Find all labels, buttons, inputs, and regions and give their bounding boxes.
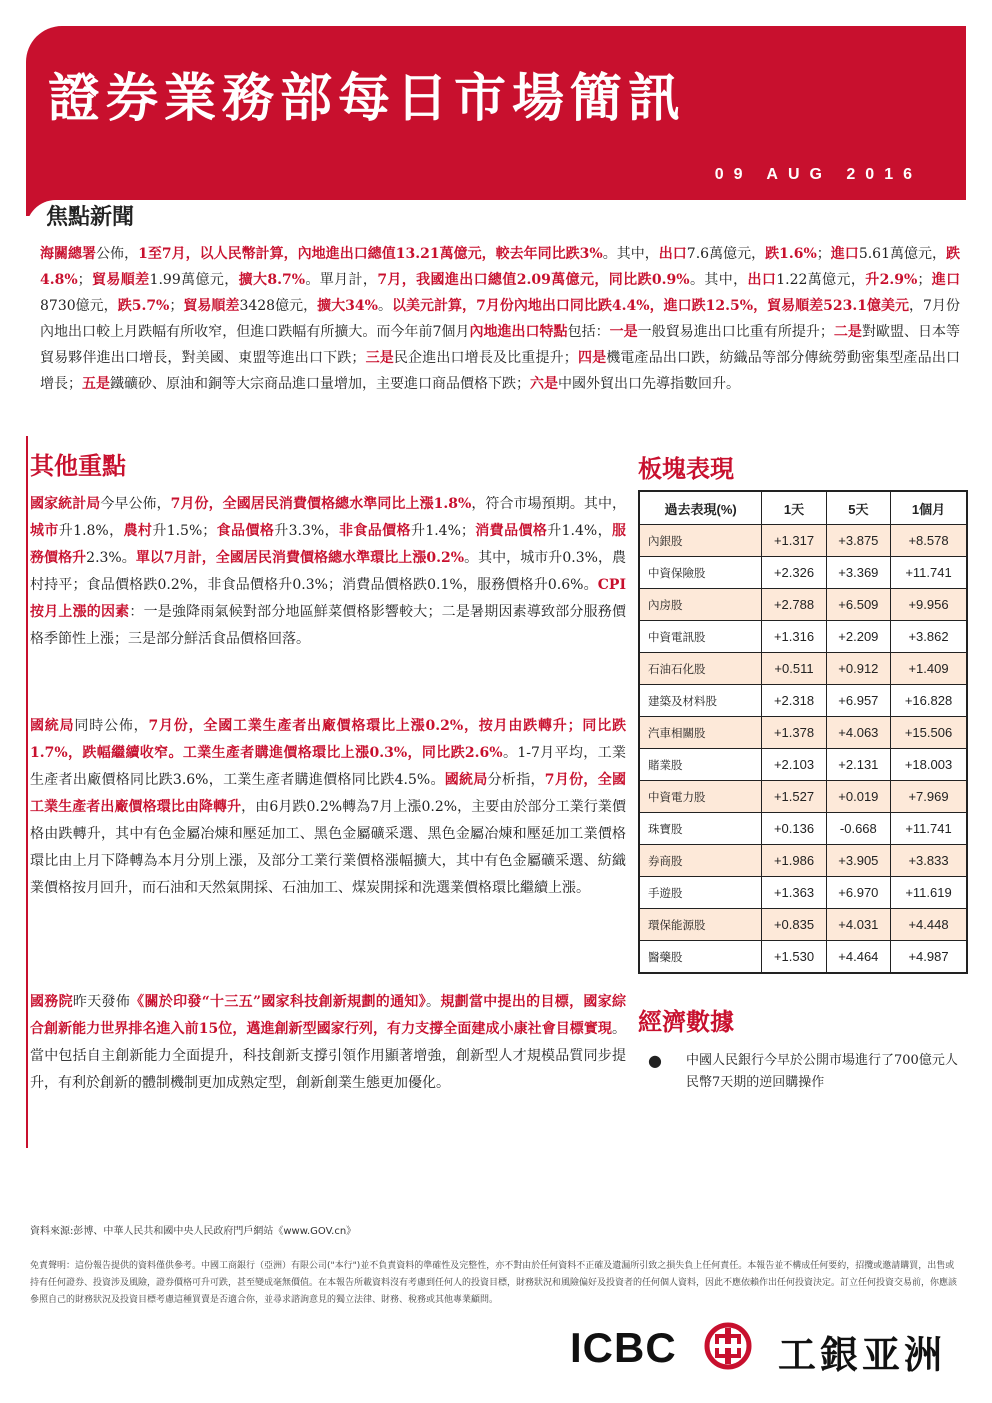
highlight-text: 《關於印發“十三五”國家科技創新規劃的通知》 (130, 994, 427, 1010)
body-text: 1.22萬億元， (776, 272, 866, 288)
highlight-text: 非食品價格 (338, 523, 411, 539)
value-1d-cell: +1.363 (762, 877, 826, 909)
body-text: ，符合市場預期。其中， (471, 496, 627, 512)
value-1m-cell: +4.448 (891, 909, 967, 941)
highlight-text: 二是 (833, 324, 862, 340)
value-5d-cell: +0.019 (826, 781, 890, 813)
value-1m-cell: +16.828 (891, 685, 967, 717)
value-1d-cell: +2.788 (762, 589, 826, 621)
table-row (639, 557, 967, 589)
sector-name-cell: 醫藥股 (639, 941, 762, 974)
value-1d-cell: +1.316 (762, 621, 826, 653)
table-row (639, 685, 967, 717)
source-note: 資料來源:彭博、中華人民共和國中央人民政府門戶網站《www.GOV.cn》 (30, 1226, 357, 1237)
sector-name-cell: 環保能源股 (639, 909, 762, 941)
body-text: 分析指， (487, 772, 545, 788)
value-1m-cell: +15.506 (891, 717, 967, 749)
value-1m-cell: +9.956 (891, 589, 967, 621)
body-text: 5.61萬億元， (858, 246, 947, 262)
value-1m-cell: +11.741 (891, 813, 967, 845)
value-5d-cell: +6.970 (826, 877, 890, 909)
body-text: 。其中， (602, 246, 659, 262)
other-paragraph-cpi (30, 491, 626, 653)
table-row (639, 781, 967, 813)
table-row (639, 749, 967, 781)
body-text: 中國外貿出口先導指數回升。 (558, 376, 740, 392)
highlight-text: 三是 (365, 350, 394, 366)
body-text: ，由6月跌0.2%轉為7月上漲0.2%，主要由於部分工業行業價格由跌轉升，其中有色金屬冶煉和壓延加工、黑色金屬礦采選、黑色金屬冶煉和壓延加工業價格環比由上月下降轉為本月分別上漲，及部分工業行業價格漲幅擴大，其中有色金屬礦采選、紡織業價格按月回升，而石油和天然氣開採、石油加工、煤炭開採和洗選業價格環比繼續上漲。 (30, 799, 626, 896)
body-text: 升1.4%； (410, 523, 475, 539)
value-5d-cell: +3.875 (826, 525, 890, 557)
value-1d-cell: +2.318 (762, 685, 826, 717)
focus-paragraph (40, 241, 960, 397)
highlight-text: 7月份，全國工業生產者出廠價格環比上漲0.2%，按月由跌轉升；同比跌1.7%，跌幅繼續收窄。工業生產者購進價格環比上漲0.3%，同比跌2.6% (30, 718, 627, 761)
highlight-text: 跌1.6% (765, 246, 817, 262)
value-1d-cell: +1.317 (762, 525, 826, 557)
body-text: ； (169, 298, 184, 314)
body-text: 升3.3%， (274, 523, 339, 539)
logo-text-en: ICBC (570, 1324, 677, 1371)
highlight-text: 四是 (577, 350, 607, 366)
value-5d-cell: +3.905 (826, 845, 890, 877)
body-text: 同時公佈， (74, 718, 149, 734)
highlight-text: 跌4.8% (40, 246, 961, 288)
highlight-text: 升2.9% (865, 272, 918, 288)
value-5d-cell: +0.912 (826, 653, 890, 685)
body-text: 民企進出口增長及比重提升； (393, 350, 578, 366)
value-5d-cell: +6.957 (826, 685, 890, 717)
table-row (639, 845, 967, 877)
other-paragraph-ppi (30, 713, 626, 902)
body-text: 。其中，城市升0.3%，農村持平；食品價格跌0.2%，非食品價格升0.3%；消費品價格跌0.1%，服務價格升0.6%。 (30, 550, 626, 593)
body-text: 昨天發佈 (72, 994, 131, 1010)
table-row (639, 717, 967, 749)
sector-name-cell: 中資電力股 (639, 781, 762, 813)
sector-name-cell: 中資電訊股 (639, 621, 762, 653)
highlight-text: 食品價格 (216, 523, 275, 539)
body-text: 。 (377, 298, 392, 314)
other-paragraph-state-council (30, 989, 626, 1097)
highlight-text: 海關總署 (40, 246, 97, 262)
sector-name-cell: 汽車相關股 (639, 717, 762, 749)
value-1m-cell: +3.833 (891, 845, 967, 877)
table-row (639, 813, 967, 845)
highlight-text: 7月份，全國工業生產者出廠價格環比由降轉升 (30, 772, 626, 815)
highlight-text: 城市 (30, 523, 59, 539)
body-text: 2.3%。 (86, 550, 136, 566)
value-1d-cell: +1.378 (762, 717, 826, 749)
highlight-text: 規劃當中提出的目標，國家綜合創新能力世界排名進入前15位，邁進創新型國家行列，有力支撐全面建成小康社會目標實現 (30, 994, 627, 1037)
value-1m-cell: +4.987 (891, 941, 967, 974)
body-text: 1.99萬億元， (149, 272, 239, 288)
other-title: 其他重點 (30, 452, 126, 480)
value-1d-cell: +1.986 (762, 845, 826, 877)
highlight-text: 貿易順差 (91, 272, 150, 288)
body-text: 包括： (567, 324, 610, 340)
value-1m-cell: +8.578 (891, 525, 967, 557)
value-1m-cell: +7.969 (891, 781, 967, 813)
table-row (639, 653, 967, 685)
body-text: 。 (426, 994, 441, 1010)
body-text: 。單月計， (305, 272, 378, 288)
table-row (639, 621, 967, 653)
table-row (639, 877, 967, 909)
value-5d-cell: +2.131 (826, 749, 890, 781)
highlight-text: 跌5.7% (117, 298, 170, 314)
value-5d-cell: -0.668 (826, 813, 890, 845)
highlight-text: CPI按月上漲的因素 (30, 577, 626, 620)
body-text: 鐵礦砂、原油和銅等大宗商品進口量增加，主要進口商品價格下跌； (110, 376, 530, 392)
highlight-text: 以美元計算，7月份內地出口同比跌4.4%，進口跌12.5%，貿易順差523.1億美元 (391, 298, 910, 314)
logo-text-zh: 工銀亚洲 (778, 1333, 947, 1377)
body-text: ； (77, 272, 92, 288)
side-divider (26, 436, 28, 1148)
sector-name-cell: 石油石化股 (639, 653, 762, 685)
highlight-text: 7月，我國進出口總值2.09萬億元，同比跌0.9% (377, 272, 690, 288)
highlight-text: 擴大8.7% (238, 272, 306, 288)
value-1d-cell: +0.511 (762, 653, 826, 685)
highlight-text: 出口 (658, 246, 687, 262)
highlight-text: 內地進出口特點 (469, 324, 568, 340)
value-1m-cell: +18.003 (891, 749, 967, 781)
highlight-text: 國家統計局 (30, 496, 101, 512)
header-5d: 5天 (826, 491, 890, 525)
body-text: 。其中， (689, 272, 748, 288)
sector-name-cell: 建築及材料股 (639, 685, 762, 717)
body-text: 對歐盟、日本等貿易夥伴進出口增長，對美國、東盟等進出口下跌； (40, 324, 961, 366)
sector-title: 板塊表現 (638, 455, 734, 483)
value-5d-cell: +2.209 (826, 621, 890, 653)
economic-item: 中國人民銀行今早於公開市場進行了700億元人民幣7天期的逆回購操作 (686, 1053, 958, 1090)
highlight-text: 進口 (931, 272, 961, 288)
highlight-text: 7月份，全國居民消費價格總水準同比上漲1.8% (170, 496, 472, 512)
highlight-text: 服務價格升 (30, 523, 626, 566)
body-text: 公佈， (96, 246, 139, 262)
highlight-text: 出口 (747, 272, 777, 288)
highlight-text: 貿易順差 (183, 298, 240, 314)
icbc-logo (570, 1318, 970, 1377)
value-1d-cell: +1.527 (762, 781, 826, 813)
value-5d-cell: +4.063 (826, 717, 890, 749)
value-5d-cell: +6.509 (826, 589, 890, 621)
body-text: 。1-7月平均，工業生產者出廠價格同比跌3.6%，工業生產者購進價格同比跌4.5%。 (30, 745, 627, 788)
header-1d: 1天 (762, 491, 826, 525)
sector-name-cell: 內銀股 (639, 525, 762, 557)
body-text: 7.6萬億元， (686, 246, 766, 262)
table-row (639, 525, 967, 557)
highlight-text: 擴大34% (317, 298, 378, 314)
highlight-text: 國統局 (30, 718, 75, 734)
value-5d-cell: +4.464 (826, 941, 890, 974)
body-text: 升1.8%， (58, 523, 124, 539)
value-5d-cell: +3.369 (826, 557, 890, 589)
highlight-text: 一是 (609, 324, 638, 340)
body-text: 。當中包括自主創新能力全面提升，科技創新支撐引領作用顯著增強，創新型人才規模品質同步提升，有利於創新的體制機制更加成熟定型，創新創業生態更加優化。 (30, 1021, 626, 1091)
table-row (639, 941, 967, 974)
table-row (639, 909, 967, 941)
body-text: ：一是強降雨氣候對部分地區鮮菜價格影響較大；二是暑期因素導致部分服務價格季節性上漲；三是部分鮮活食品價格回落。 (30, 604, 627, 647)
sector-name-cell: 券商股 (639, 845, 762, 877)
body-text: 3428億元， (239, 298, 318, 314)
page-title: 證券業務部每日市場簡訊 (48, 69, 687, 129)
highlight-text: 國統局 (444, 772, 488, 788)
bullet-icon: ● (648, 1051, 662, 1070)
value-1d-cell: +2.326 (762, 557, 826, 589)
body-text: 一般貿易進出口比重有所提升； (637, 324, 834, 340)
body-text: ； (816, 246, 831, 262)
table-header-row (639, 491, 967, 525)
value-1m-cell: +11.619 (891, 877, 967, 909)
sector-performance-table (638, 490, 968, 974)
value-1m-cell: +11.741 (891, 557, 967, 589)
table-row (639, 589, 967, 621)
header-1m: 1個月 (891, 491, 967, 525)
highlight-text: 單以7月計，全國居民消費價格總水準環比上漲0.2% (135, 550, 465, 566)
value-1d-cell: +2.103 (762, 749, 826, 781)
highlight-text: 農村 (123, 523, 153, 539)
value-1m-cell: +1.409 (891, 653, 967, 685)
sector-name-cell: 珠寶股 (639, 813, 762, 845)
disclaimer: 免責聲明：這份報告提供的資料僅供參考。中國工商銀行（亞洲）有限公司("本行")並不負責資料的準確性及完整性，亦不對由於任何資料不正確及遺漏所引致之損失負上任何責任。本報告並不構成任何要約，招攬或邀請購買，出售或持有任何證券、投資涉及風險，證券價格可升可跌，甚至變成毫無價值。在本報告所載資料沒有考慮到任何人的投資目標，財務狀況和風險偏好及投資者的任何個人資料，因此不應依賴作出任何投資決定。訂立任何投資交易前，你應該參照自己的財務狀況及投資目標考慮這種買賣是否適合你，並尋求諮詢意見的獨立法律、財務、稅務或其他專業顧問。 (30, 1261, 958, 1305)
highlight-text: 六是 (530, 376, 558, 392)
highlight-text: 五是 (82, 376, 110, 392)
value-1d-cell: +0.136 (762, 813, 826, 845)
sector-name-cell: 手遊股 (639, 877, 762, 909)
icbc-emblem-icon (704, 1322, 752, 1370)
value-1m-cell: +3.862 (891, 621, 967, 653)
body-text: ； (917, 272, 932, 288)
header-banner (26, 26, 966, 216)
header-period: 過去表現(%) (639, 491, 762, 525)
sector-name-cell: 內房股 (639, 589, 762, 621)
sector-name-cell: 中資保險股 (639, 557, 762, 589)
body-text: 8730億元， (40, 298, 118, 314)
highlight-text: 進口 (830, 246, 859, 262)
value-5d-cell: +4.031 (826, 909, 890, 941)
value-1d-cell: +1.530 (762, 941, 826, 974)
body-text: 升1.4%， (547, 523, 612, 539)
body-text: ，7月份內地出口較上月跌幅有所收窄，但進口跌幅有所擴大。而今年前7個月 (40, 298, 960, 340)
body-text: 今早公佈， (100, 496, 171, 512)
report-date: 09 AUG 2016 (714, 166, 922, 183)
value-1d-cell: +0.835 (762, 909, 826, 941)
body-text: 升1.5%； (152, 523, 217, 539)
economic-title: 經濟數據 (638, 1008, 734, 1036)
body-text: 機電產品出口跌，紡織品等部分傳統勞動密集型產品出口增長； (40, 350, 960, 392)
focus-title: 焦點新聞 (46, 205, 135, 230)
highlight-text: 國務院 (30, 994, 73, 1010)
highlight-text: 消費品價格 (474, 523, 548, 539)
highlight-text: 1至7月，以人民幣計算，內地進出口總值13.21萬億元，較去年同比跌3% (138, 246, 603, 262)
sector-name-cell: 賭業股 (639, 749, 762, 781)
